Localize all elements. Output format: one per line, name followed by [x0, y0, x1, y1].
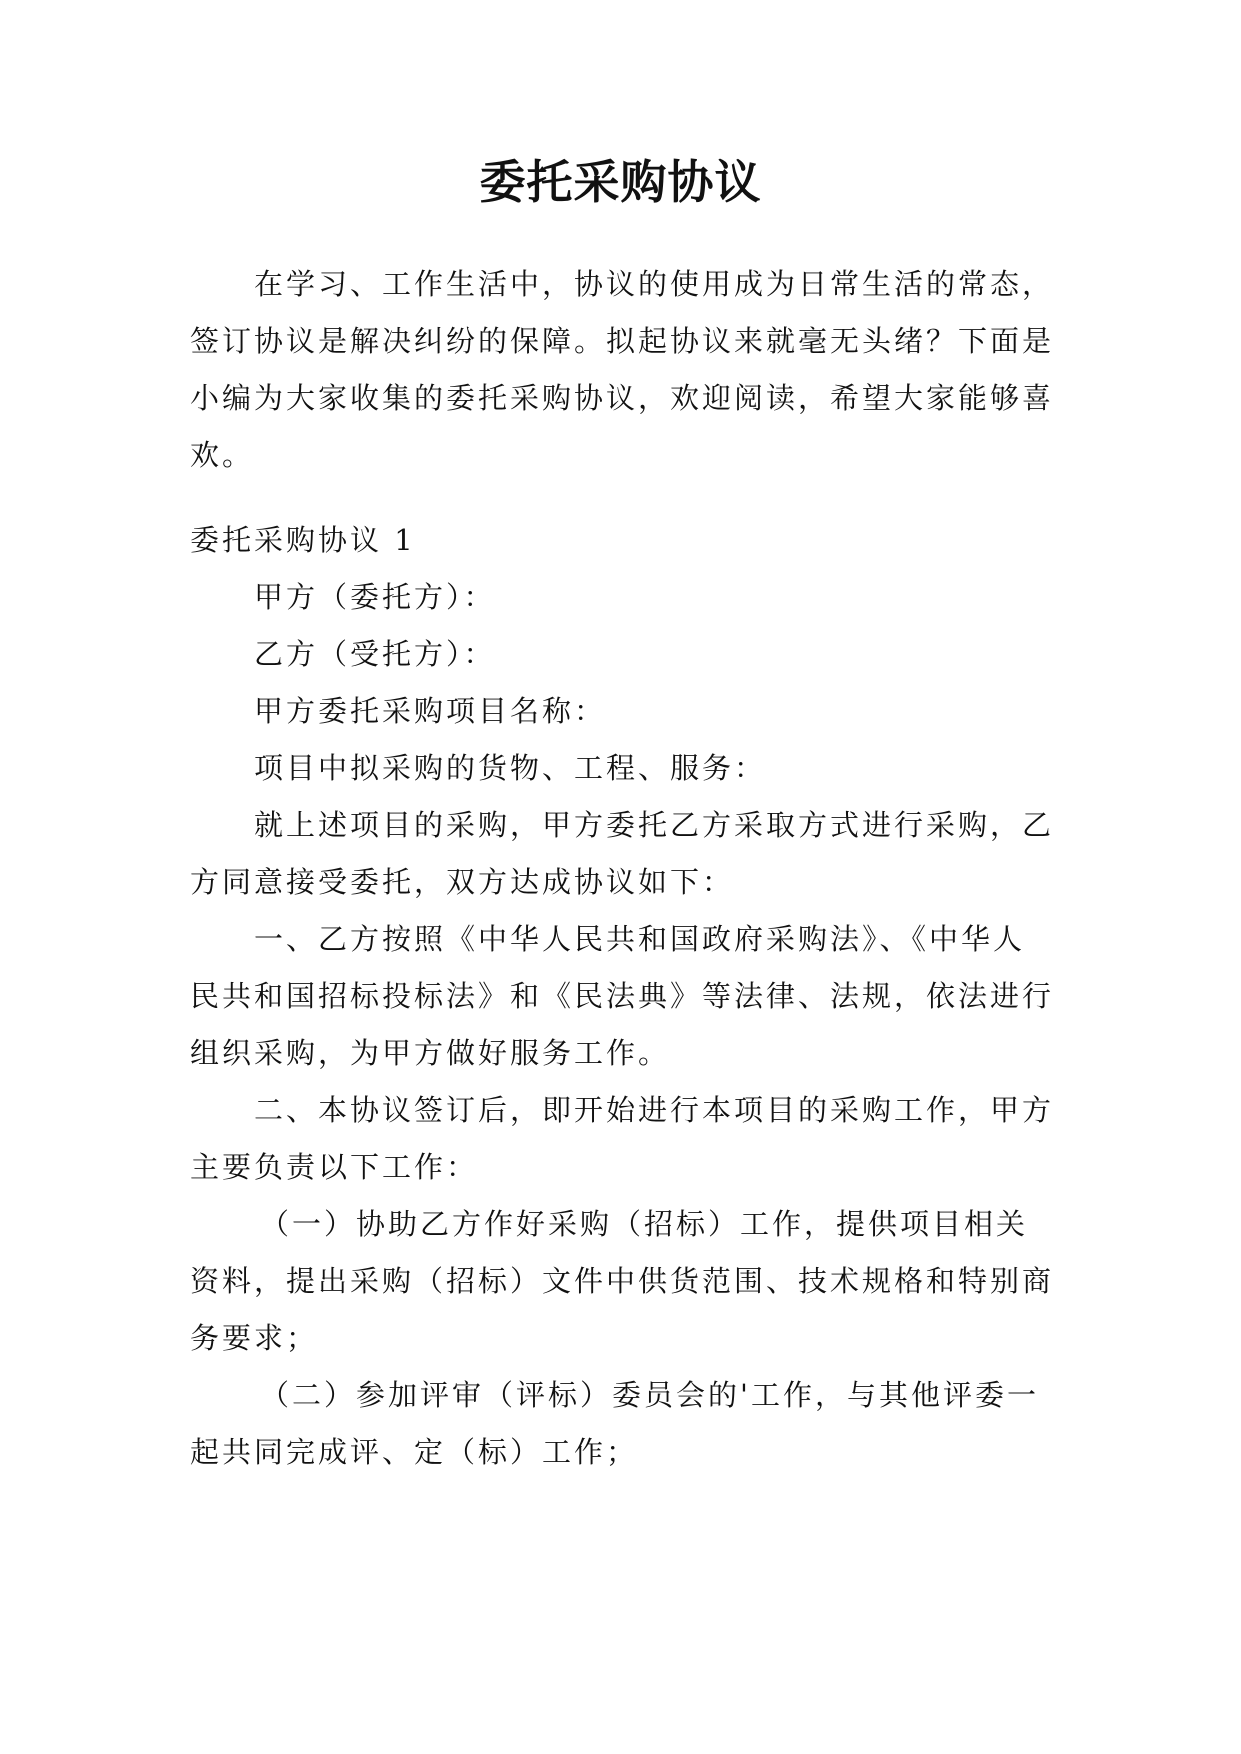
clause-2-paragraph: 二、本协议签订后，即开始进行本项目的采购工作，甲方主要负责以下工作： [190, 1093, 1055, 1184]
project-items-line: 项目中拟采购的货物、工程、服务： [254, 751, 767, 785]
project-name-line: 甲方委托采购项目名称： [254, 694, 607, 728]
party-a-line: 甲方（委托方）： [254, 580, 496, 614]
agreement-intro-paragraph: 就上述项目的采购，甲方委托乙方采取方式进行采购，乙方同意接受委托，双方达成协议如下： [190, 808, 1055, 899]
section-heading: 委托采购协议 1 [190, 523, 416, 557]
clause-2-2-paragraph: （二）参加评审（评标）委员会的'工作，与其他评委一起共同完成评、定（标）工作； [190, 1378, 1039, 1469]
intro-paragraph: 在学习、工作生活中，协议的使用成为日常生活的常态，签订协议是解决纠纷的保障。拟起协议来就毫无头绪？下面是小编为大家收集的委托采购协议，欢迎阅读，希望大家能够喜欢。 [190, 267, 1055, 472]
party-b-line: 乙方（受托方）： [254, 637, 496, 671]
clause-1-paragraph: 一、乙方按照《中华人民共和国政府采购法》、《中华人民共和国招标投标法》和《民法典》等法律、法规，依法进行组织采购，为甲方做好服务工作。 [190, 922, 1055, 1070]
clause-2-1-paragraph: （一）协助乙方作好采购（招标）工作，提供项目相关资料，提出采购（招标）文件中供货范围、技术规格和特别商务要求； [190, 1207, 1055, 1355]
document-title: 委托采购协议 [479, 155, 762, 209]
